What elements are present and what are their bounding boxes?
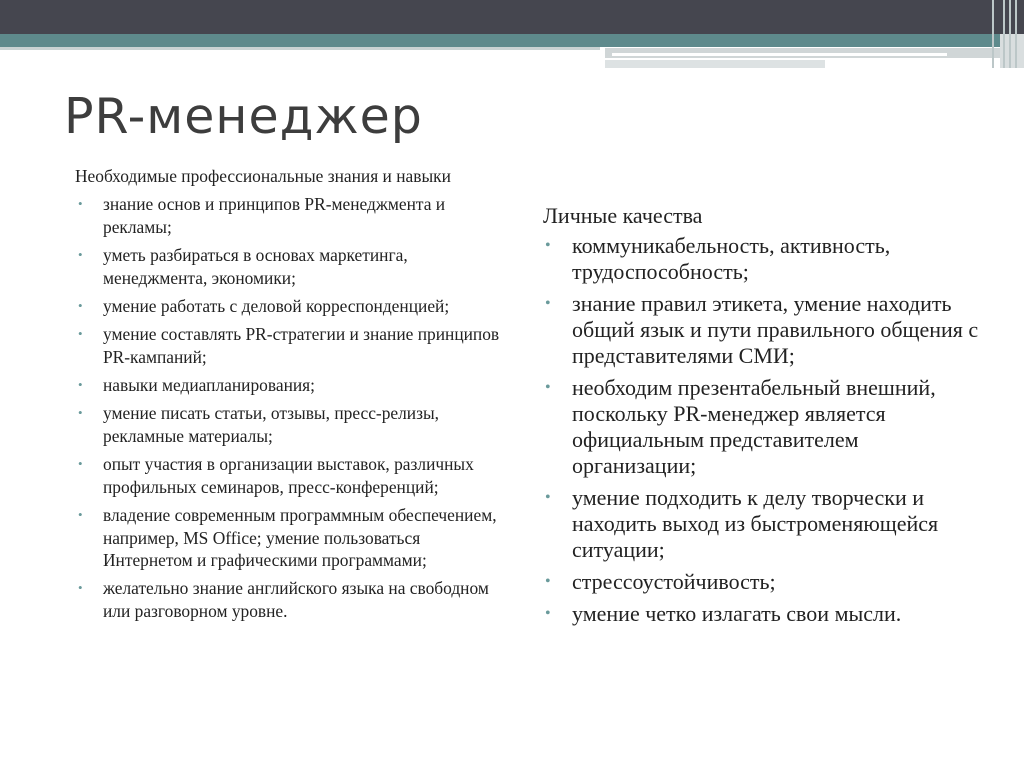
list-item-text: знание правил этикета, умение находить общий язык и пути правильного общения с представителями СМИ; xyxy=(572,291,979,368)
list-item-text: коммуникабельность, активность, трудоспособность; xyxy=(572,233,891,284)
list-item xyxy=(543,233,983,285)
slide-title: PR-менеджер xyxy=(64,88,423,145)
bullet-icon: • xyxy=(78,246,83,262)
list-item xyxy=(75,504,505,572)
list-item xyxy=(75,244,505,290)
list-item xyxy=(75,577,505,623)
list-item xyxy=(543,569,983,595)
list-item-text: необходим презентабельный внешний, поскольку PR-менеджер является официальным представителем организации; xyxy=(572,375,936,478)
list-item-text: навыки медиапланирования; xyxy=(103,374,316,395)
left-column xyxy=(75,165,505,623)
list-item xyxy=(75,323,505,369)
list-item-text: умение четко излагать свои мысли. xyxy=(572,601,902,626)
list-item xyxy=(543,375,983,479)
list-item xyxy=(75,295,505,318)
bullet-icon: • xyxy=(545,379,551,396)
list-item-text: умение писать статьи, отзывы, пресс-релизы, рекламные материалы; xyxy=(103,402,440,446)
bullet-icon: • xyxy=(545,295,551,312)
left-heading: Необходимые профессиональные знания и навыки xyxy=(75,166,451,186)
header-white-line xyxy=(612,53,947,56)
header-vertical-line xyxy=(992,0,994,68)
list-item xyxy=(75,402,505,448)
left-list xyxy=(75,193,505,623)
bullet-icon: • xyxy=(545,573,551,590)
header-gray-band-lower xyxy=(605,60,825,68)
right-column xyxy=(543,203,983,627)
list-item xyxy=(543,291,983,369)
bullet-icon: • xyxy=(78,580,83,596)
list-item-text: уметь разбираться в основах маркетинга, менеджмента, экономики; xyxy=(103,244,408,288)
list-item xyxy=(75,453,505,499)
list-item-text: желательно знание английского языка на свободном или разговорном уровне. xyxy=(103,578,489,622)
header-underline xyxy=(0,47,600,50)
bullet-icon: • xyxy=(78,404,83,420)
bullet-icon: • xyxy=(78,455,83,471)
header-vertical-line xyxy=(1009,0,1011,68)
list-item-text: умение работать с деловой корреспонденцией; xyxy=(103,295,450,316)
list-item xyxy=(75,193,505,239)
bullet-icon: • xyxy=(545,605,551,622)
list-item-text: владение современным программным обеспечением, например, MS Office; умение пользоваться Интернетом и графическими программами; xyxy=(103,504,497,571)
list-item-text: опыт участия в организации выставок, различных профильных семинаров, пресс-конференций; xyxy=(103,453,474,497)
list-item-text: умение подходить к делу творчески и находить выход из быстроменяющейся ситуации; xyxy=(572,485,939,562)
bullet-icon: • xyxy=(545,237,551,254)
right-heading: Личные качества xyxy=(543,203,703,228)
bullet-icon: • xyxy=(78,297,83,313)
list-item xyxy=(543,601,983,627)
bullet-icon: • xyxy=(78,325,83,341)
right-list xyxy=(543,233,983,627)
list-item xyxy=(75,374,505,397)
header-vertical-line xyxy=(1003,0,1005,68)
list-item-text: умение составлять PR-стратегии и знание принципов PR-кампаний; xyxy=(103,323,500,367)
bullet-icon: • xyxy=(545,489,551,506)
header-teal-band xyxy=(0,34,1000,47)
bullet-icon: • xyxy=(78,376,83,392)
header-dark-band xyxy=(0,0,1024,34)
bullet-icon: • xyxy=(78,196,83,212)
list-item xyxy=(543,485,983,563)
bullet-icon: • xyxy=(78,506,83,522)
list-item-text: знание основ и принципов PR-менеджмента и рекламы; xyxy=(103,194,446,237)
list-item-text: стрессоустойчивость; xyxy=(572,569,776,594)
header-vertical-line xyxy=(1015,0,1017,68)
